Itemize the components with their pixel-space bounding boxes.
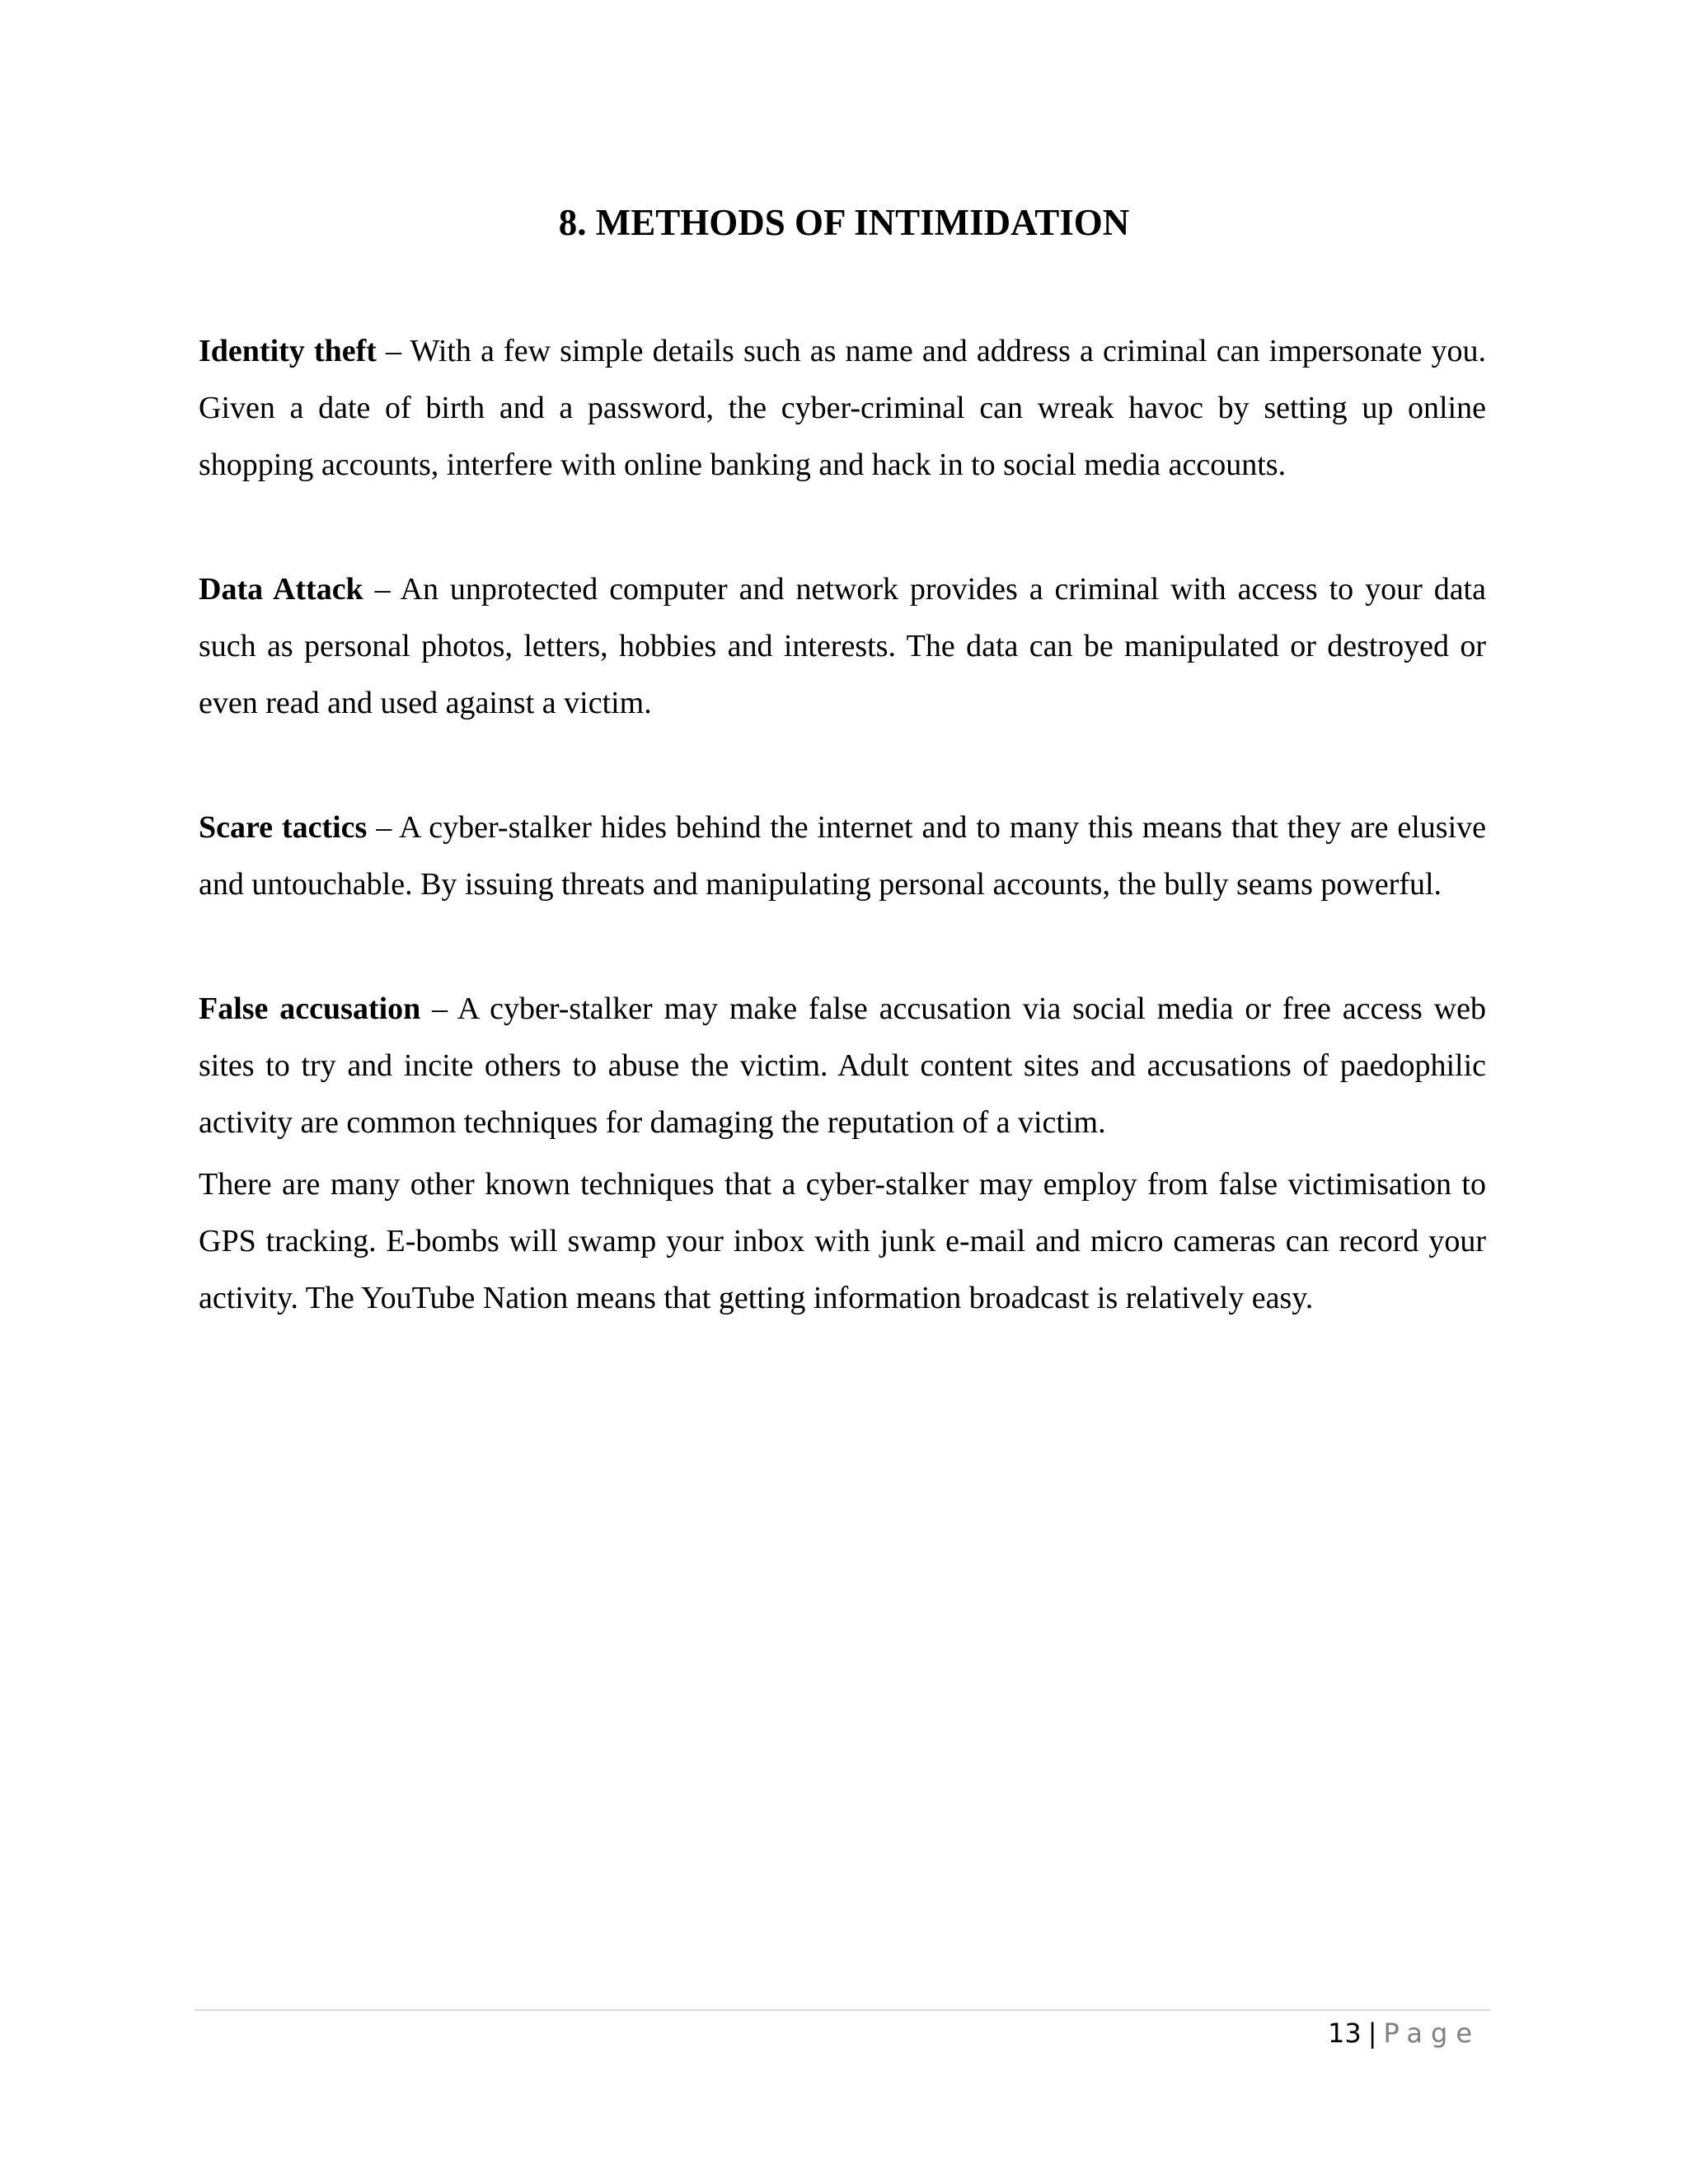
page-number: 13 [1328, 2018, 1362, 2049]
term-false-accusation: False accusation [199, 991, 421, 1026]
footer-separator: | [1367, 2018, 1377, 2049]
paragraph-data-attack [199, 561, 1486, 732]
paragraph-false-accusation [199, 981, 1486, 1151]
footer-divider [195, 2009, 1490, 2011]
definition-data-attack: – An unprotected computer and network provides a criminal with access to your data such as personal photos, letters, hobbies and interests. The data can be manipulated or destroyed or even read and used against a victim. [199, 572, 1486, 720]
definition-false-accusation: – A cyber-stalker may make false accusation via social media or free access web sites to try and incite others to abuse the victim. Adult content sites and accusations of paedophilic activity are common techniques for damaging the reputation of a victim. [199, 991, 1486, 1140]
page-title: 8. METHODS OF INTIMIDATION [558, 202, 1130, 243]
page-label: Page [1383, 2018, 1480, 2049]
page-footer [1328, 2014, 1480, 2052]
term-data-attack: Data Attack [199, 572, 363, 607]
definition-identity-theft: – With a few simple details such as name and address a criminal can impersonate you. Given a date of birth and a password, the cyber-criminal can wreak havoc by setting up online shopping accounts, interfere with online banking and hack in to social media accounts. [199, 334, 1486, 482]
paragraph-closing: There are many other known techniques that a cyber-stalker may employ from false victimisation to GPS tracking. E-bombs will swamp your inbox with junk e-mail and micro cameras can record your activity. The YouTube Nation means that getting information broadcast is relatively easy. [199, 1167, 1486, 1315]
paragraph-scare-tactics [199, 799, 1486, 913]
term-identity-theft: Identity theft [199, 334, 377, 368]
paragraph-identity-theft [199, 323, 1486, 494]
document-body [199, 323, 1486, 1394]
definition-scare-tactics: – A cyber-stalker hides behind the internet and to many this means that they are elusive and untouchable. By issuing threats and manipulating personal accounts, the bully seams powerful. [199, 810, 1486, 902]
term-scare-tactics: Scare tactics [199, 810, 368, 845]
